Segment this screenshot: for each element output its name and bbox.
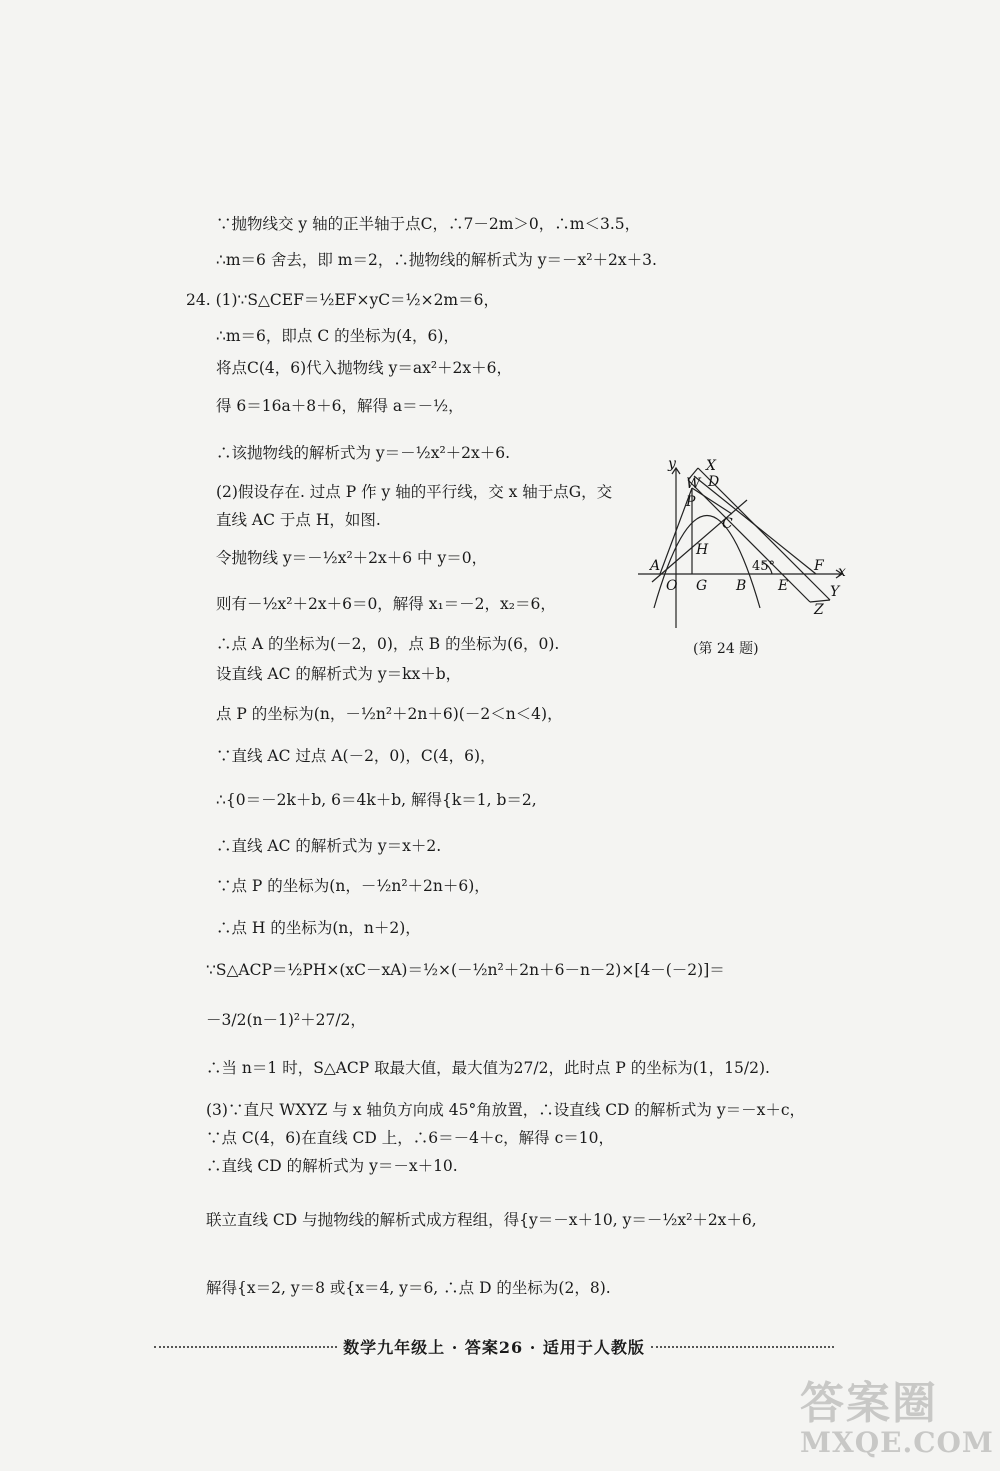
label-f: F	[814, 558, 824, 574]
text-line: ∴m＝6 舍去，即 m＝2，∴抛物线的解析式为 y＝－x²＋2x＋3.	[216, 251, 657, 269]
label-p: P	[686, 494, 696, 510]
text-line: 联立直线 CD 与抛物线的解析式成方程组，得{y＝－x＋10, y＝－½x²＋2x＋6,	[206, 1211, 757, 1229]
text-line: ∴{0＝－2k＋b, 6＝4k＋b, 解得{k＝1, b＝2,	[216, 791, 537, 809]
label-z: Z	[814, 602, 824, 618]
text-line: 解得{x＝2, y＝8 或{x＝4, y＝6, ∴点 D 的坐标为(2，8).	[206, 1279, 611, 1297]
label-d: D	[708, 474, 720, 490]
footer-text: 数学九年级上 · 答案26 · 适用于人教版	[343, 1338, 645, 1357]
watermark-logo	[800, 1378, 994, 1465]
label-g: G	[696, 578, 708, 594]
label-c: C	[722, 516, 733, 532]
text-line: ∵直线 AC 过点 A(－2，0)，C(4，6)，	[216, 747, 496, 765]
label-y: y	[668, 458, 676, 472]
text-line: 直线 AC 于点 H，如图.	[216, 511, 381, 529]
label-b: B	[736, 578, 747, 594]
text-line: ∴直线 CD 的解析式为 y＝－x＋10.	[206, 1157, 458, 1175]
label-o: O	[666, 578, 678, 594]
text-line: 得 6＝16a＋8＋6，解得 a＝－½，	[216, 397, 464, 415]
text-line: 设直线 AC 的解析式为 y＝kx＋b，	[216, 665, 462, 683]
figure-caption: (第 24 题)	[693, 641, 759, 657]
text-line: ∴当 n＝1 时，S△ACP 取最大值，最大值为27/2，此时点 P 的坐标为(1，15/2).	[206, 1059, 770, 1077]
label-angle: 45°	[752, 559, 776, 574]
watermark-bottom: MXQE.COM	[800, 1426, 994, 1459]
line-ac	[652, 500, 747, 582]
label-a: A	[650, 558, 661, 574]
text-line: ∴m＝6，即点 C 的坐标为(4，6)，	[216, 327, 459, 345]
text-line: (3)∵直尺 WXYZ 与 x 轴负方向成 45°角放置，∴设直线 CD 的解析式为 y＝－x＋c，	[206, 1101, 806, 1119]
text-line: 24. (1)∵S△CEF＝½EF×yC＝½×2m＝6，	[186, 291, 499, 309]
text-line: ∴该抛物线的解析式为 y＝－½x²＋2x＋6.	[216, 444, 511, 462]
text-line: ∵S△ACP＝½PH×(xC－xA)＝½×(－½n²＋2n＋6－n－2)×[4－(－2)]＝	[206, 961, 725, 979]
footer-dots-right	[651, 1346, 834, 1348]
label-x-vertex: X	[706, 458, 716, 474]
text-line: 点 P 的坐标为(n，－½n²＋2n＋6)(－2＜n＜4)，	[216, 705, 563, 723]
text-line: ∴直线 AC 的解析式为 y＝x＋2.	[216, 837, 442, 855]
text-line: ∵点 P 的坐标为(n，－½n²＋2n＋6)，	[216, 877, 490, 895]
text-line: 则有－½x²＋2x＋6＝0，解得 x₁＝－2，x₂＝6，	[216, 595, 556, 613]
text-line: ∴点 H 的坐标为(n，n＋2)，	[216, 919, 421, 937]
text-line: ∴点 A 的坐标为(－2，0)，点 B 的坐标为(6，0).	[216, 635, 560, 653]
footer-dots-left	[154, 1346, 337, 1348]
text-line: 将点C(4，6)代入抛物线 y＝ax²＋2x＋6，	[216, 359, 513, 377]
parabola	[654, 516, 760, 609]
label-w: W	[686, 476, 701, 492]
label-y-vertex: Y	[830, 584, 840, 600]
label-h: H	[696, 542, 709, 558]
geometry-figure	[632, 458, 854, 633]
text-line: ∵抛物线交 y 轴的正半轴于点C，∴7－2m＞0，∴m＜3.5，	[216, 215, 641, 233]
watermark-top: 答案圈	[800, 1378, 938, 1429]
label-e: E	[778, 578, 789, 594]
text-line: ∵点 C(4，6)在直线 CD 上，∴6＝－4＋c，解得 c＝10，	[206, 1129, 614, 1147]
text-line: －3/2(n－1)²＋27/2，	[206, 1011, 366, 1029]
text-line: (2)假设存在. 过点 P 作 y 轴的平行线，交 x 轴于点G，交	[216, 483, 613, 501]
page-footer	[148, 1335, 840, 1358]
label-x-axis: x	[838, 564, 846, 580]
text-line: 令抛物线 y＝－½x²＋2x＋6 中 y＝0，	[216, 549, 488, 567]
